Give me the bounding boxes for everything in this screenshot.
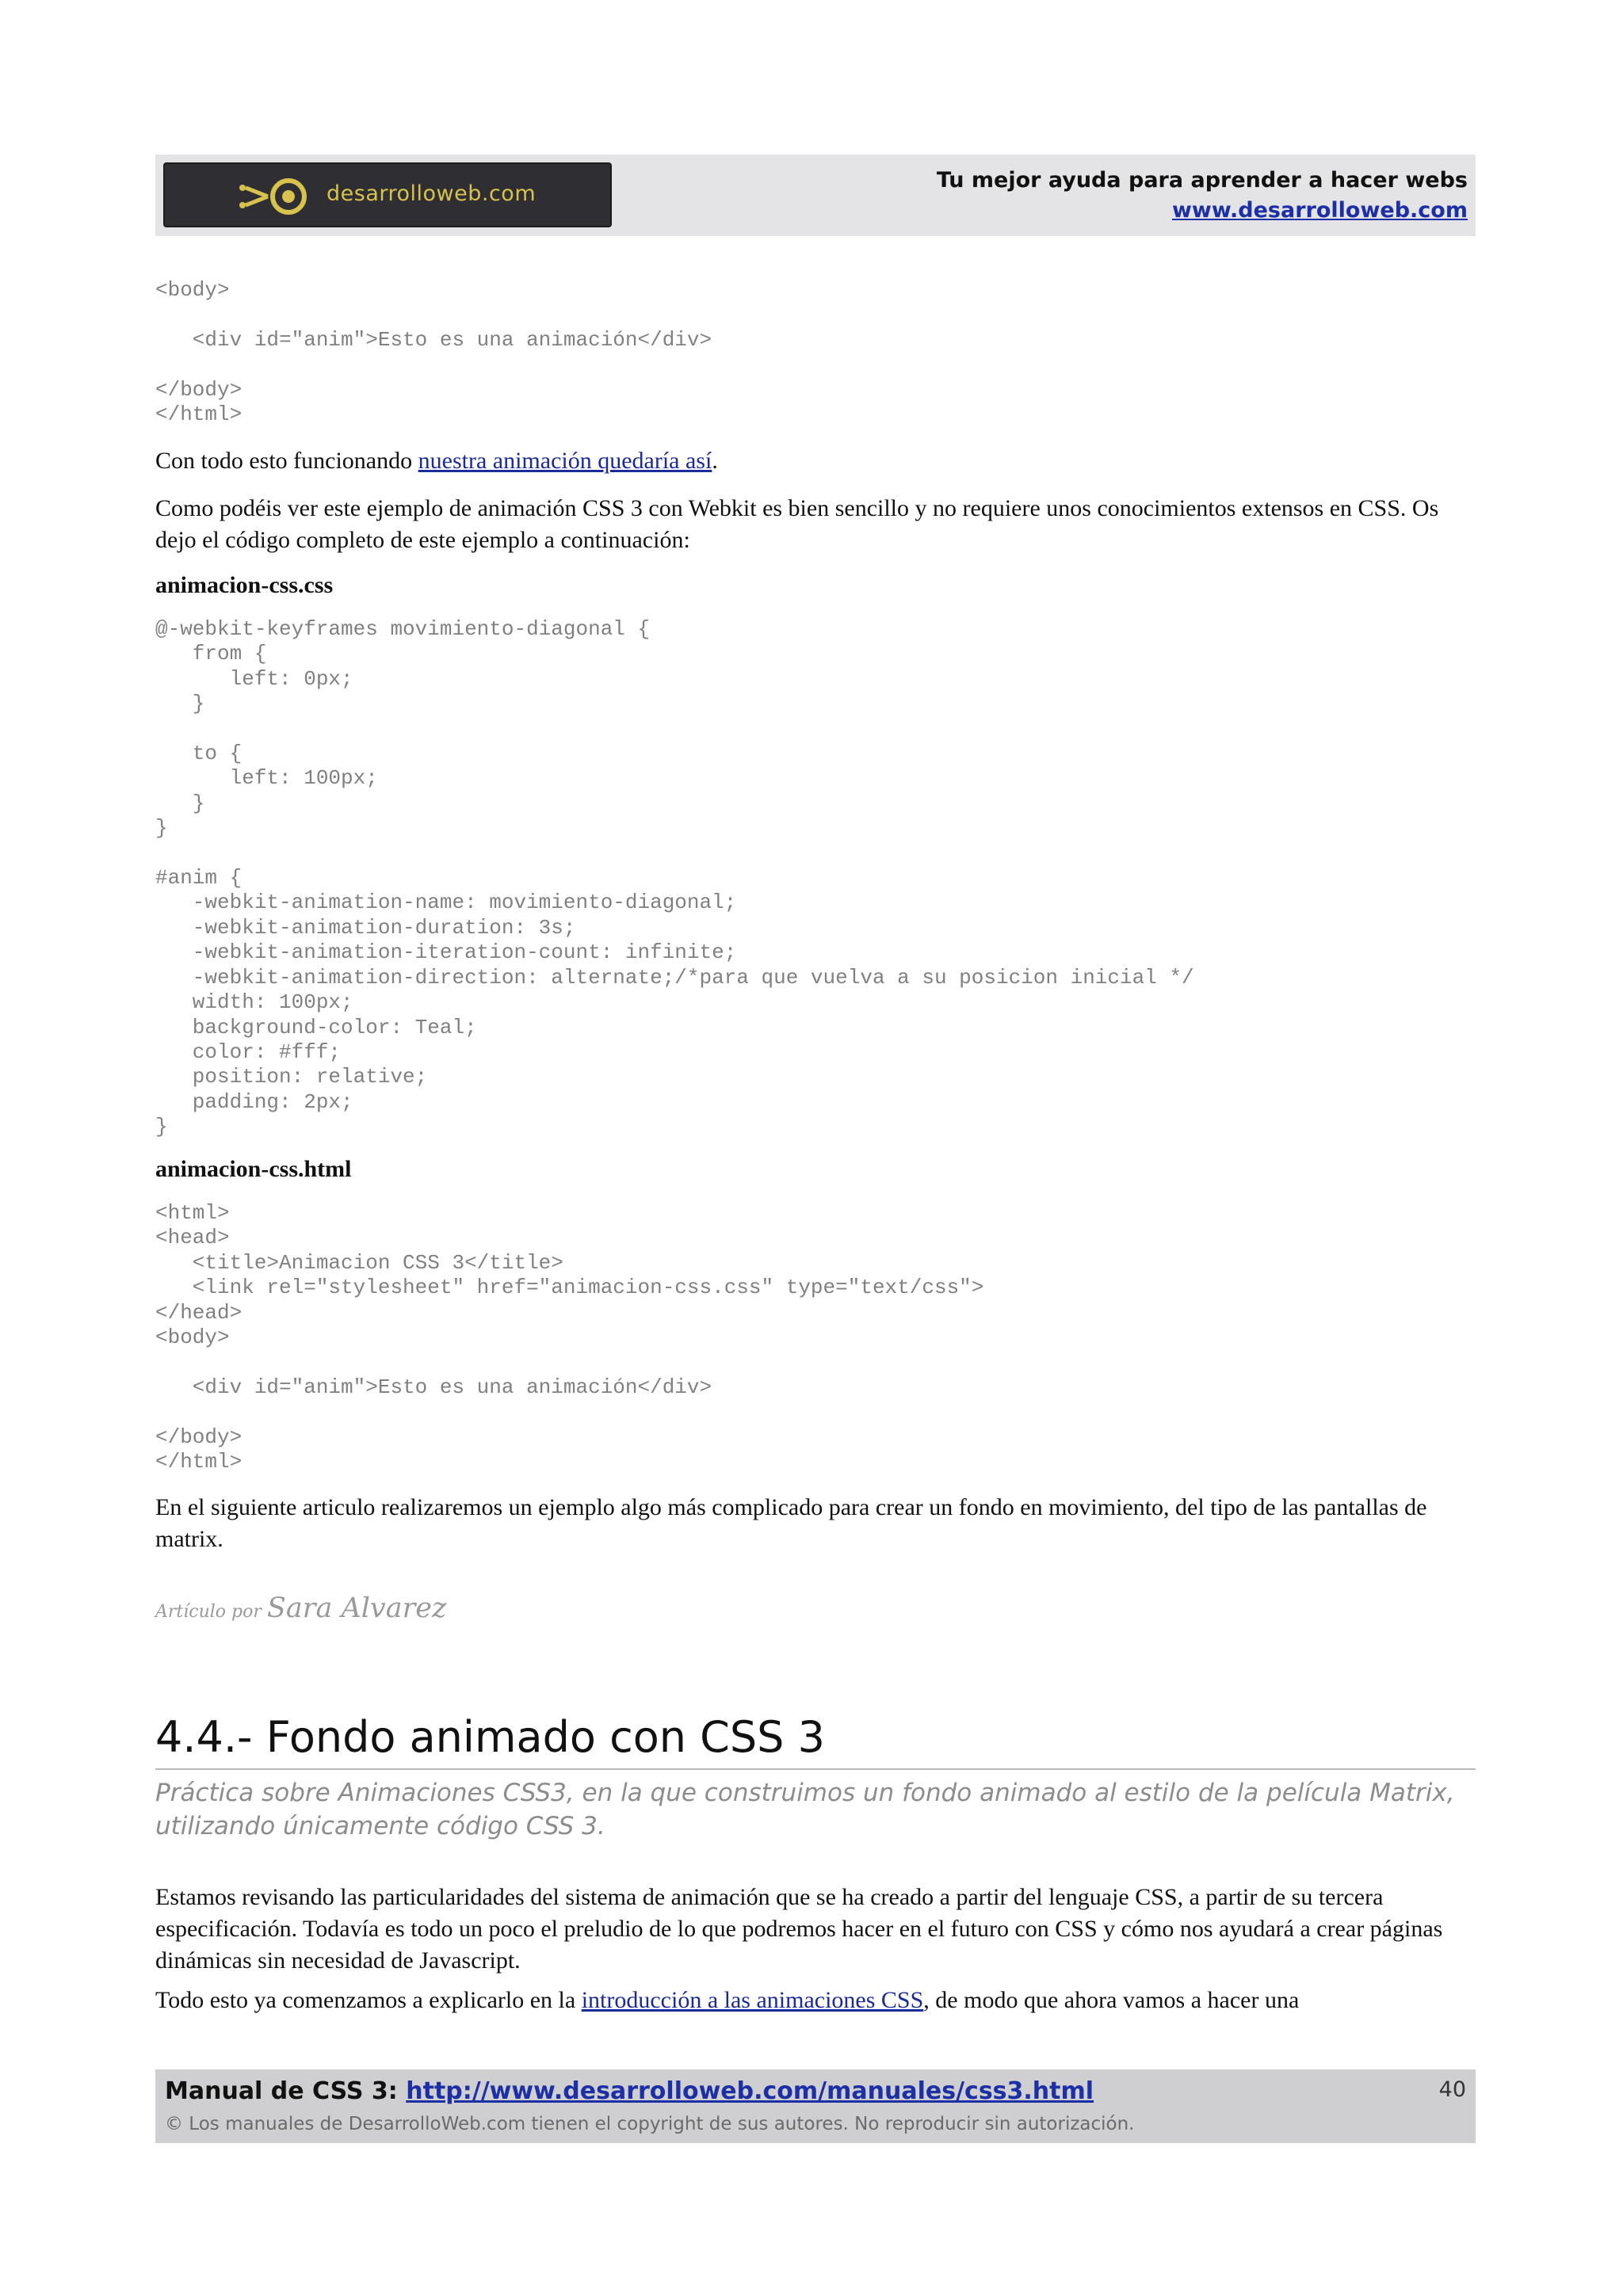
footer-copyright: © Los manuales de DesarrolloWeb.com tienen el copyright de sus autores. No reproducir sin autorización. [165,2114,1135,2134]
page-number: 40 [1438,2077,1466,2102]
intro-animations-link[interactable]: introducción a las animaciones CSS [581,1987,924,2013]
paragraph-text: Todo esto ya comenzamos a explicarlo en la [155,1987,582,2013]
code-block-body-end: <body> <div id="anim">Esto es una animación</div> </body> </html> [155,278,712,427]
section-title: 4.4.- Fondo animado con CSS 3 [155,1712,825,1762]
author-name: Sara Alvarez [266,1592,447,1624]
footer-title-text: Manual de CSS 3: [165,2077,407,2105]
paragraph-text: , de modo que ahora vamos a hacer una [923,1987,1300,2013]
footer-title [165,2076,1094,2107]
paragraph-text: Con todo esto funcionando [155,448,418,474]
code-block-html: <html> <head> <title>Animacion CSS 3</title> <link rel="stylesheet" href="animacion-css.css" type="text/css"> </head> <body> <div id="anim">Esto es una animación</div> </body> </html> [155,1201,984,1474]
author-by-label: Artículo por [155,1602,267,1622]
animation-result-link[interactable]: nuestra animación quedaría así [418,448,712,474]
section-divider [155,1768,1476,1770]
header-site-link[interactable]: www.desarrolloweb.com [1171,198,1468,223]
header-tagline: Tu mejor ayuda para aprender a hacer webs [936,168,1468,193]
paragraph-intro-code: Como podéis ver este ejemplo de animación CSS 3 con Webkit es bien sencillo y no requiere unos conocimientos extensos en CSS. Os dejo el código completo de este ejemplo a continuación: [155,495,1439,553]
header-tagline-block [937,166,1468,226]
page-header [155,154,1476,236]
logo-mark-icon [236,177,323,216]
filename-css: animacion-css.css [155,572,334,598]
site-logo[interactable] [163,162,612,227]
author-credit [155,1592,446,1624]
logo-text: desarrolloweb.com [327,181,537,206]
page-footer [155,2069,1476,2143]
code-block-css: @-webkit-keyframes movimiento-diagonal { from { left: 0px; } to { left: 100px; } } #anim { -webkit-animation-name: movimiento-diagonal; -webkit-animation-duration: 3s; -webkit-animation-iteration-count: infinite; -webkit-animation-direction: alternate;/*para que vuelva a su posicion inicial */ width: 100px; background-color: Teal; color: #fff; position: relative; padding: 2px; } [155,617,1194,1139]
paragraph-next-article: En el siguiente articulo realizaremos un ejemplo algo más complicado para crear un fondo en movimiento, del tipo de las pantallas de matrix. [155,1494,1427,1552]
paragraph-result [155,445,1476,477]
footer-manual-link[interactable]: http://www.desarrolloweb.com/manuales/css3.html [406,2077,1094,2105]
filename-html: animacion-css.html [155,1156,352,1182]
paragraph-intro-animations [155,1985,1476,2016]
paragraph-review: Estamos revisando las particularidades del sistema de animación que se ha creado a partir del lenguaje CSS, a partir de su tercera especificación. Todavía es todo un poco el preludio de lo que podremos hacer en el futuro con CSS y cómo nos ayudará a crear páginas dinámicas sin necesidad de Javascript. [155,1884,1443,1974]
section-subtitle: Práctica sobre Animaciones CSS3, en la que construimos un fondo animado al estilo de la película Matrix, utilizando únicamente código CSS 3. [155,1779,1455,1840]
document-page [155,0,1476,2296]
paragraph-text: . [712,448,718,474]
